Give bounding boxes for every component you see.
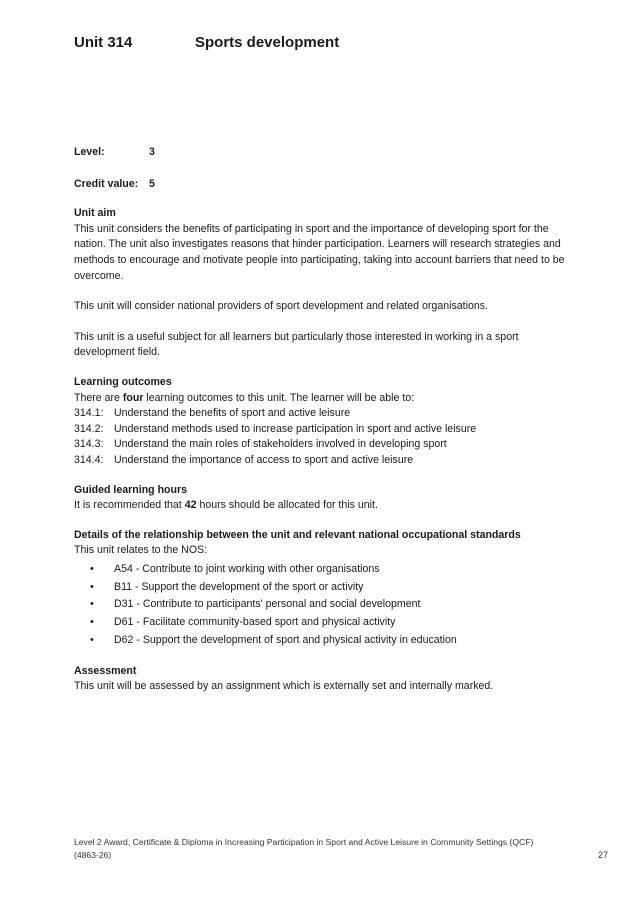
nos-heading: Details of the relationship between the unit and relevant national occupational standards <box>74 528 521 541</box>
guided-hours-text <box>74 498 574 514</box>
bullet-icon: • <box>90 598 94 611</box>
assessment-text: This unit will be assessed by an assignment which is externally set and internally marked. <box>74 680 494 693</box>
bullet-icon: • <box>90 580 94 593</box>
nos-item-text: D61 - Facilitate community-based sport and physical activity <box>114 616 396 629</box>
nos-intro: This unit relates to the NOS: <box>74 544 208 557</box>
nos-item-text: D31 - Contribute to participants' personal and social development <box>114 598 421 611</box>
hours-text: It is recommended that <box>74 499 185 512</box>
nos-item-text: B11 - Support the development of the sport or activity <box>114 580 364 593</box>
hours-text: hours should be allocated for this unit. <box>196 499 378 512</box>
list-item <box>74 579 574 597</box>
level-value: 3 <box>149 146 155 158</box>
learning-outcomes-intro <box>74 391 574 407</box>
level-label: Level: <box>74 146 105 158</box>
credit-label: Credit value: <box>74 177 139 190</box>
outcome-count: four <box>122 391 144 404</box>
unit-aim-paragraph: This unit is a useful subject for all learners but particularly those interested in working in a sport development field. <box>74 330 519 359</box>
list-item <box>74 561 574 579</box>
footer-qualification-title: Level 2 Award, Certificate & Diploma in Increasing Participation in Sport and Active Leisure in Community Settings (QCF) <box>74 837 534 847</box>
outcome-text: Understand the importance of access to sport and active leisure <box>114 453 414 466</box>
outcome-item <box>74 422 574 438</box>
unit-content <box>74 145 574 695</box>
unit-aim-paragraph: This unit considers the benefits of participating in sport and the importance of developing sport for the nation. The unit also investigates reasons that hinder participation. Learners will research strategies and methods to encourage and motivate people into participating, taking into account barriers that need to be overcome. <box>74 222 565 282</box>
level-row <box>74 145 574 161</box>
outcome-item <box>74 453 574 469</box>
hours-value: 42 <box>184 499 197 512</box>
list-item <box>74 596 574 614</box>
unit-aim-paragraph: This unit will consider national providers of sport development and related organisations. <box>74 300 488 313</box>
outcome-code: 314.2: <box>74 422 104 435</box>
list-item <box>74 632 574 650</box>
outcome-text: Understand methods used to increase participation in sport and active leisure <box>114 422 477 435</box>
outcome-code: 314.3: <box>74 438 104 451</box>
credit-row <box>74 177 574 193</box>
nos-item-text: D62 - Support the development of sport and physical activity in education <box>114 634 457 647</box>
outcome-text: Understand the main roles of stakeholders involved in developing sport <box>114 438 447 451</box>
intro-text: There are <box>74 391 123 404</box>
intro-text: learning outcomes to this unit. The learner will be able to: <box>143 391 415 404</box>
outcome-item <box>74 406 574 422</box>
nos-list <box>74 561 574 650</box>
assessment-heading: Assessment <box>74 664 137 677</box>
bullet-icon: • <box>90 562 94 575</box>
outcome-text: Understand the benefits of sport and active leisure <box>114 407 351 420</box>
credit-value: 5 <box>149 177 155 190</box>
page-number: 27 <box>597 850 608 860</box>
unit-number: Unit 314 <box>74 34 133 51</box>
page-footer <box>74 836 608 862</box>
outcome-item <box>74 437 574 453</box>
unit-aim-heading: Unit aim <box>74 207 116 220</box>
list-item <box>74 614 574 632</box>
nos-item-text: A54 - Contribute to joint working with other organisations <box>114 562 380 575</box>
outcome-code: 314.4: <box>74 453 104 466</box>
footer-qualification-code: (4863-26) <box>74 850 112 860</box>
learning-outcomes-heading: Learning outcomes <box>74 375 172 388</box>
bullet-icon: • <box>90 616 94 629</box>
guided-hours-heading: Guided learning hours <box>74 483 188 496</box>
outcome-code: 314.1: <box>74 407 104 420</box>
unit-title: Sports development <box>195 34 340 51</box>
bullet-icon: • <box>90 634 94 647</box>
